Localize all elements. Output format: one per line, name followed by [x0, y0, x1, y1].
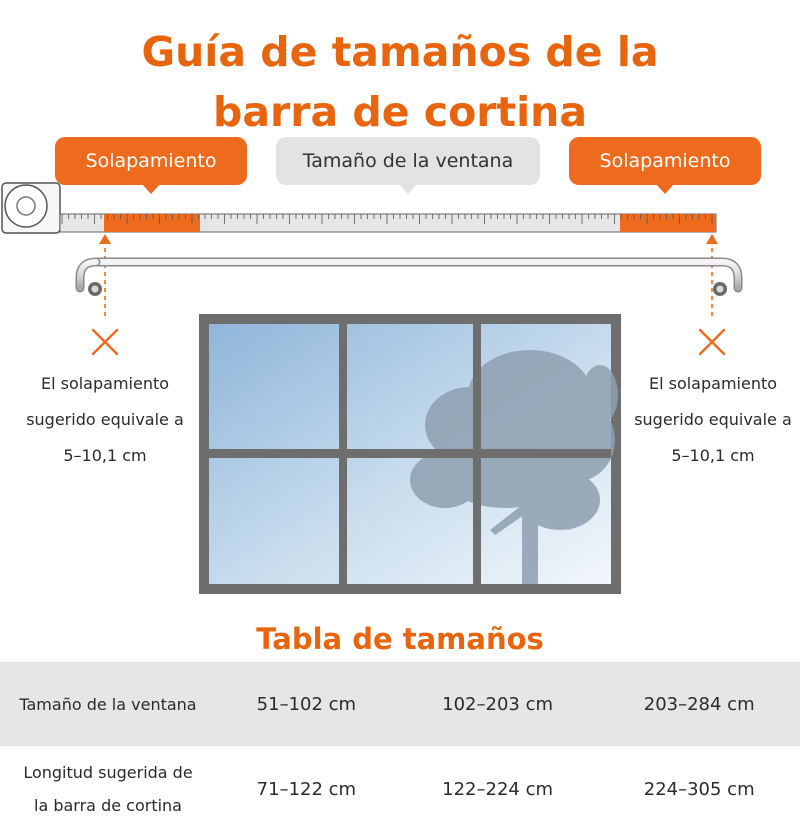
- row-label-line: Longitud sugerida de: [23, 763, 193, 782]
- table-row: [0, 746, 800, 832]
- tape-measure-icon: [2, 183, 60, 233]
- arrow-up-icon: [99, 234, 718, 244]
- table-row: [0, 662, 800, 746]
- window-size-callout-label: Tamaño de la ventana: [302, 150, 514, 172]
- title-line-2: barra de cortina: [212, 88, 588, 136]
- row-label-line: la barra de cortina: [34, 796, 182, 815]
- row-label-line: Tamaño de la ventana: [19, 694, 197, 714]
- window-illustration: [199, 314, 621, 594]
- overlap-note-right-line-3: 5–10,1 cm: [671, 446, 755, 465]
- overlap-callout-right-label: Solapamiento: [599, 150, 731, 172]
- table-cell: 122–224 cm: [442, 778, 554, 800]
- table-cell: 224–305 cm: [643, 778, 755, 800]
- overlap-note-left-line-2: sugerido equivale a: [26, 410, 184, 429]
- bracket-icon: [88, 282, 727, 296]
- overlap-note-right-line-2: sugerido equivale a: [634, 410, 792, 429]
- table-cell: 203–284 cm: [643, 693, 755, 715]
- overlap-note-right-line-1: El solapamiento: [648, 374, 778, 393]
- title-line-1: Guía de tamaños de la: [141, 28, 659, 76]
- overlap-note-left-line-1: El solapamiento: [40, 374, 170, 393]
- table-cell: 51–102 cm: [256, 693, 357, 715]
- table-row-label: [0, 662, 216, 746]
- overlap-callout-left-label: Solapamiento: [85, 150, 217, 172]
- overlap-guide-lines: [105, 240, 712, 320]
- overlap-callout-left: [55, 137, 247, 185]
- overlap-note-left-line-3: 5–10,1 cm: [63, 446, 147, 465]
- table-cell: 71–122 cm: [256, 778, 357, 800]
- overlap-callout-right: [569, 137, 761, 185]
- size-table-title: Tabla de tamaños: [256, 622, 544, 656]
- table-row-label: [0, 746, 216, 832]
- size-table: [0, 662, 800, 832]
- overlap-note-left: [0, 366, 215, 474]
- window-size-callout: [276, 137, 540, 185]
- curtain-rod: [80, 262, 738, 296]
- overlap-note-right: [603, 366, 800, 474]
- table-cell: 102–203 cm: [442, 693, 554, 715]
- measuring-tape: [60, 214, 716, 232]
